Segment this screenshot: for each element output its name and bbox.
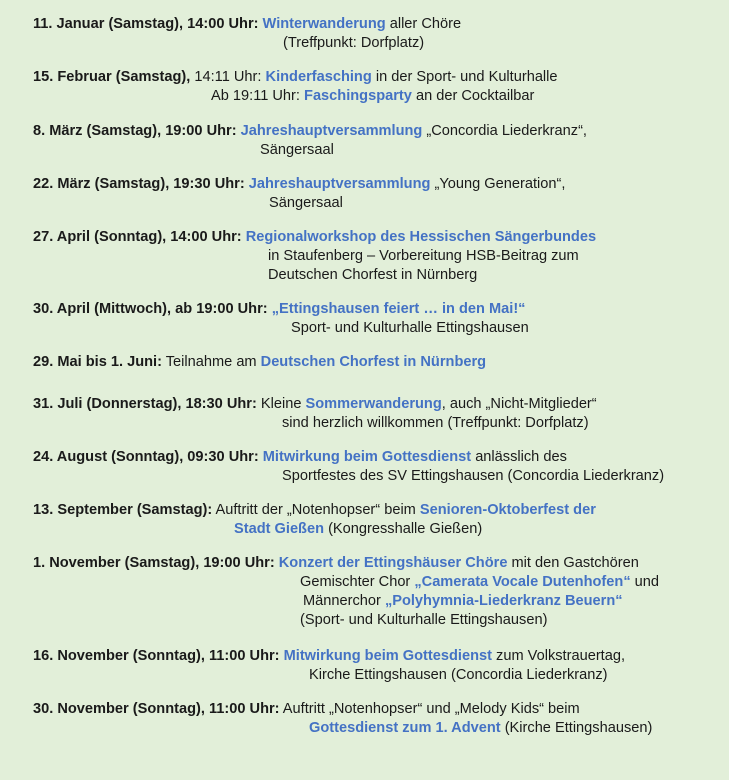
event-line xyxy=(33,573,725,592)
event-line xyxy=(33,700,725,719)
event-highlight: „Ettingshausen feiert … in den Mai!“ xyxy=(271,301,526,317)
event-text: Gemischter Chor xyxy=(300,574,415,590)
event-highlight: Faschingsparty xyxy=(304,88,412,104)
event-text: Kleine xyxy=(260,396,306,412)
event-line xyxy=(33,414,725,433)
event-text: sind herzlich willkommen (Treffpunkt: Dorfplatz) xyxy=(282,415,589,431)
event-juli xyxy=(33,395,725,433)
event-line xyxy=(33,87,725,106)
event-date: 15. Februar (Samstag), xyxy=(33,69,191,85)
event-line xyxy=(33,247,725,266)
event-date: 30. April (Mittwoch), ab 19:00 Uhr: xyxy=(33,301,268,317)
event-line xyxy=(33,353,725,372)
event-text: Teilnahme am xyxy=(161,354,261,370)
event-text: Ab 19:11 Uhr: xyxy=(211,88,300,104)
event-maerz-22 xyxy=(33,175,725,213)
event-text: Sängersaal xyxy=(260,142,334,158)
event-highlight: Sommerwanderung xyxy=(305,396,442,412)
event-text: (Sport- und Kulturhalle Ettingshausen) xyxy=(300,612,548,628)
event-text: Kirche Ettingshausen (Concordia Liederkranz) xyxy=(309,667,608,683)
event-date: 29. Mai bis 1. Juni: xyxy=(33,354,162,370)
event-text: mit den Gastchören xyxy=(507,555,639,571)
event-line xyxy=(33,34,725,53)
event-line xyxy=(33,554,725,573)
event-date: 11. Januar (Samstag), 14:00 Uhr: xyxy=(33,16,259,32)
event-text: aller Chöre xyxy=(385,16,462,32)
event-text: und xyxy=(630,574,660,590)
event-text: zum Volkstrauertag, xyxy=(492,648,626,664)
event-line xyxy=(33,228,725,247)
event-text: „Young Generation“, xyxy=(430,176,566,192)
event-line xyxy=(33,15,725,34)
event-date: 16. November (Sonntag), 11:00 Uhr: xyxy=(33,648,280,664)
event-september xyxy=(33,501,725,539)
event-date: 27. April (Sonntag), 14:00 Uhr: xyxy=(33,229,242,245)
event-text: (Treffpunkt: Dorfplatz) xyxy=(283,35,425,51)
event-line xyxy=(33,467,725,486)
event-line xyxy=(33,141,725,160)
event-highlight: Stadt Gießen xyxy=(234,521,325,537)
event-text: an der Cocktailbar xyxy=(411,88,535,104)
event-highlight: Deutschen Chorfest in Nürnberg xyxy=(260,354,487,370)
event-highlight: Regionalworkshop des Hessischen Sängerbundes xyxy=(245,229,597,245)
event-highlight: Jahreshauptversammlung xyxy=(240,123,423,139)
event-line xyxy=(33,194,725,213)
event-line xyxy=(33,266,725,285)
event-text: anlässlich des xyxy=(471,449,567,465)
event-text: in Staufenberg – Vorbereitung HSB-Beitrag zum xyxy=(268,248,579,264)
event-line xyxy=(33,719,725,738)
event-line xyxy=(33,611,725,630)
event-maerz-8 xyxy=(33,122,725,160)
event-text: Sport- und Kulturhalle Ettingshausen xyxy=(291,320,529,336)
event-line xyxy=(33,592,725,611)
event-highlight: Senioren-Oktoberfest der xyxy=(419,502,596,518)
event-highlight: Konzert der Ettingshäuser Chöre xyxy=(278,555,508,571)
event-text: in der Sport- und Kulturhalle xyxy=(371,69,558,85)
event-text: Auftritt der „Notenhopser“ beim xyxy=(212,502,420,518)
event-text: Sportfestes des SV Ettingshausen (Concordia Liederkranz) xyxy=(282,468,665,484)
event-line xyxy=(33,122,725,141)
event-text: (Kirche Ettingshausen) xyxy=(500,720,653,736)
event-line xyxy=(33,395,725,414)
event-april-27 xyxy=(33,228,725,285)
event-line xyxy=(33,300,725,319)
event-highlight: „Polyhymnia-Liederkranz Beuern“ xyxy=(384,593,623,609)
event-text: „Concordia Liederkranz“, xyxy=(422,123,587,139)
event-date: 13. September (Samstag): xyxy=(33,502,213,518)
event-date: 8. März (Samstag), 19:00 Uhr: xyxy=(33,123,237,139)
event-highlight: Jahreshauptversammlung xyxy=(248,176,431,192)
event-highlight: Kinderfasching xyxy=(265,69,372,85)
event-november-1 xyxy=(33,554,725,630)
event-highlight: Mitwirkung beim Gottesdienst xyxy=(283,648,492,664)
event-date: 30. November (Sonntag), 11:00 Uhr: xyxy=(33,701,280,717)
event-text: , auch „Nicht-Mitglieder“ xyxy=(441,396,597,412)
event-line xyxy=(33,666,725,685)
event-november-30 xyxy=(33,700,725,738)
event-date: 1. November (Samstag), 19:00 Uhr: xyxy=(33,555,275,571)
event-text: Sängersaal xyxy=(269,195,343,211)
event-line xyxy=(33,520,725,539)
event-line xyxy=(33,448,725,467)
event-time: 14:11 Uhr: xyxy=(190,69,262,85)
event-date: 24. August (Sonntag), 09:30 Uhr: xyxy=(33,449,259,465)
event-date: 31. Juli (Donnerstag), 18:30 Uhr: xyxy=(33,396,257,412)
event-november-16 xyxy=(33,647,725,685)
event-highlight: „Camerata Vocale Dutenhofen“ xyxy=(414,574,631,590)
event-date: 22. März (Samstag), 19:30 Uhr: xyxy=(33,176,245,192)
event-januar xyxy=(33,15,725,53)
event-februar xyxy=(33,68,725,106)
event-highlight: Mitwirkung beim Gottesdienst xyxy=(262,449,472,465)
event-line xyxy=(33,647,725,666)
event-line xyxy=(33,501,725,520)
event-mai-juni xyxy=(33,353,725,372)
event-line xyxy=(33,319,725,338)
event-line xyxy=(33,175,725,194)
event-august xyxy=(33,448,725,486)
event-text: Auftritt „Notenhopser“ und „Melody Kids“ beim xyxy=(279,701,580,717)
event-line xyxy=(33,68,725,87)
event-text: (Kongresshalle Gießen) xyxy=(324,521,483,537)
event-text: Männerchor xyxy=(303,593,385,609)
event-april-30 xyxy=(33,300,725,338)
event-text: Deutschen Chorfest in Nürnberg xyxy=(268,267,478,283)
event-highlight: Winterwanderung xyxy=(262,16,386,32)
event-highlight: Gottesdienst zum 1. Advent xyxy=(309,720,501,736)
